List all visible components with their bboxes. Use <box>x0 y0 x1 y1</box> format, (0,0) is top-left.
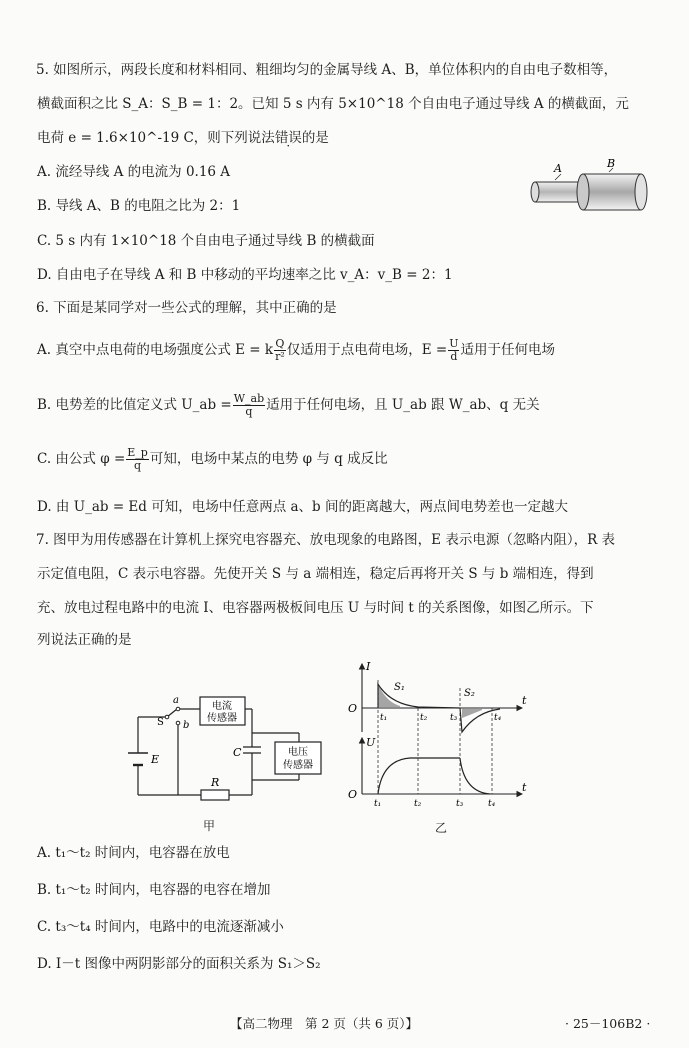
q7-stem-line-2: 示定值电阻，C 表示电容器。先使开关 S 与 a 端相连，稳定后再将开关 S 与 b 端相连，得到 <box>37 566 594 582</box>
q5-wire-figure <box>525 158 650 218</box>
u-axis-label: U <box>366 736 376 749</box>
t1-label-bottom: t₁ <box>374 799 382 809</box>
q6-c-pre: C. 由公式 φ = <box>37 451 126 467</box>
graph-caption: 乙 <box>435 821 448 835</box>
voltage-sensor-label-1: 电压 <box>288 747 308 758</box>
fraction-numerator: Q <box>275 337 285 350</box>
q5-option-a: A. 流经导线 A 的电流为 0.16 A <box>37 164 231 180</box>
t1-label-top: t₁ <box>380 713 388 723</box>
terminal-a-label: a <box>173 695 179 706</box>
q7-option-d: D. I－t 图像中两阴影部分的面积关系为 S₁＞S₂ <box>37 956 321 972</box>
potential-fraction <box>126 447 149 472</box>
q6-option-d: D. 由 U_ab = Ed 可知，电场中任意两点 a、b 间的距离越大，两点间电势差也一定越大 <box>37 499 568 515</box>
q6-option-b <box>37 393 540 418</box>
capacitor-label: C <box>233 746 242 759</box>
q6-b-pre: B. 电势差的比值定义式 U_ab = <box>37 397 232 413</box>
fraction-denominator: r² <box>275 350 285 363</box>
q6-b-post: 适用于任何电场，且 U_ab 跟 W_ab、q 无关 <box>266 397 540 413</box>
current-sensor-label-1: 电流 <box>212 701 232 712</box>
s1-label: S₁ <box>394 682 405 693</box>
page-footer-title: 【高二物理 第 2 页（共 6 页）】 <box>230 1016 419 1031</box>
fraction-denominator: d <box>450 350 458 363</box>
q7-stem-line-4: 列说法正确的是 <box>37 632 132 648</box>
q7-option-c: C. t₃～t₄ 时间内，电路中的电流逐渐减小 <box>37 919 284 935</box>
voltage-sensor-label-2: 传感器 <box>283 760 313 771</box>
fraction-numerator: W_ab <box>233 392 265 405</box>
q6-option-a <box>37 338 555 363</box>
it-t-axis-label: t <box>522 694 527 707</box>
t3-label-bottom: t₃ <box>456 799 464 809</box>
potential-difference-fraction <box>233 393 265 418</box>
switch-label: S <box>157 717 164 728</box>
q7-option-a: A. t₁～t₂ 时间内，电容器在放电 <box>37 845 230 861</box>
q6-c-post: 可知，电场中某点的电势 φ 与 q 成反比 <box>149 451 388 467</box>
it-origin-label: O <box>348 702 358 715</box>
switch-terminal-b <box>176 721 180 725</box>
i-axis-label: I <box>366 660 371 673</box>
q5-emphasis-word: 错误 <box>274 130 302 146</box>
q5-stem-line-3 <box>37 128 329 148</box>
t4-label-bottom: t₄ <box>488 799 496 809</box>
t2-label-bottom: t₂ <box>414 799 422 809</box>
coulomb-fraction <box>274 338 286 363</box>
q5-option-b: B. 导线 A、B 的电阻之比为 2：1 <box>37 198 241 214</box>
current-sensor-label-2: 传感器 <box>207 713 237 724</box>
t4-label-top: t₄ <box>494 713 502 723</box>
wire-b-label: B <box>607 158 616 170</box>
terminal-b-label: b <box>183 720 190 731</box>
t3-label-top: t₃ <box>450 713 458 723</box>
discharge-voltage-curve <box>460 758 490 794</box>
resistor-label: R <box>211 776 220 789</box>
q6-stem: 6. 下面是某同学对一些公式的理解，其中正确的是 <box>36 300 337 316</box>
fraction-denominator: q <box>245 405 253 418</box>
page-footer-code: · 25－106B2 · <box>565 1016 651 1031</box>
q6-a-mid: 仅适用于点电荷电场，E = <box>286 342 448 358</box>
uniform-field-fraction <box>448 338 459 363</box>
q5-option-d: D. 自由电子在导线 A 和 B 中移动的平均速率之比 v_A：v_B = 2：1 <box>37 267 453 283</box>
q6-option-c <box>37 447 388 472</box>
fraction-numerator: E_p <box>127 446 148 459</box>
circuit-caption: 甲 <box>203 819 216 833</box>
q6-a-pre: A. 真空中点电荷的电场强度公式 E = k <box>37 342 274 358</box>
charge-voltage-curve <box>378 758 460 794</box>
q7-stem-line-1: 7. 图甲为用传感器在计算机上探究电容器充、放电现象的电路图，E 表示电源（忽略内阻），R 表 <box>36 532 616 548</box>
wire-b-shape <box>583 174 641 210</box>
q7-stem-line-3: 充、放电过程电路中的电流 I、电容器两极板间电压 U 与时间 t 的关系图像，如图乙所示。下 <box>37 600 594 616</box>
q5-stem-post: 的是 <box>301 130 329 146</box>
ut-origin-label: O <box>348 788 358 801</box>
fraction-numerator: U <box>449 337 459 350</box>
resistor <box>201 790 229 800</box>
battery-label: E <box>151 753 160 766</box>
fraction-denominator: q <box>134 459 142 472</box>
t2-label-top: t₂ <box>420 713 428 723</box>
switch-pivot <box>165 715 169 719</box>
q5-stem-pre: 电荷 e = 1.6×10^-19 C，则下列说法 <box>37 130 275 146</box>
circuit-diagram <box>115 695 335 815</box>
ut-t-axis-label: t <box>522 781 527 794</box>
switch-terminal-a <box>176 707 180 711</box>
q5-option-c: C. 5 s 内有 1×10^18 个自由电子通过导线 B 的横截面 <box>37 233 375 249</box>
q5-stem-line-2: 横截面积之比 S_A：S_B = 1：2。已知 5 s 内有 5×10^18 个自由电子通过导线 A 的横截面，元 <box>37 96 629 112</box>
s2-label: S₂ <box>464 688 475 699</box>
q5-stem-line-1: 5. 如图所示，两段长度和材料相同、粗细均匀的金属导线 A、B，单位体积内的自由电子数相等， <box>36 62 618 78</box>
q7-option-b: B. t₁～t₂ 时间内，电容器的电容在增加 <box>37 882 271 898</box>
wire-a-label: A <box>554 162 562 175</box>
q6-a-post: 适用于任何电场 <box>460 342 555 358</box>
it-ut-graph <box>340 660 540 820</box>
